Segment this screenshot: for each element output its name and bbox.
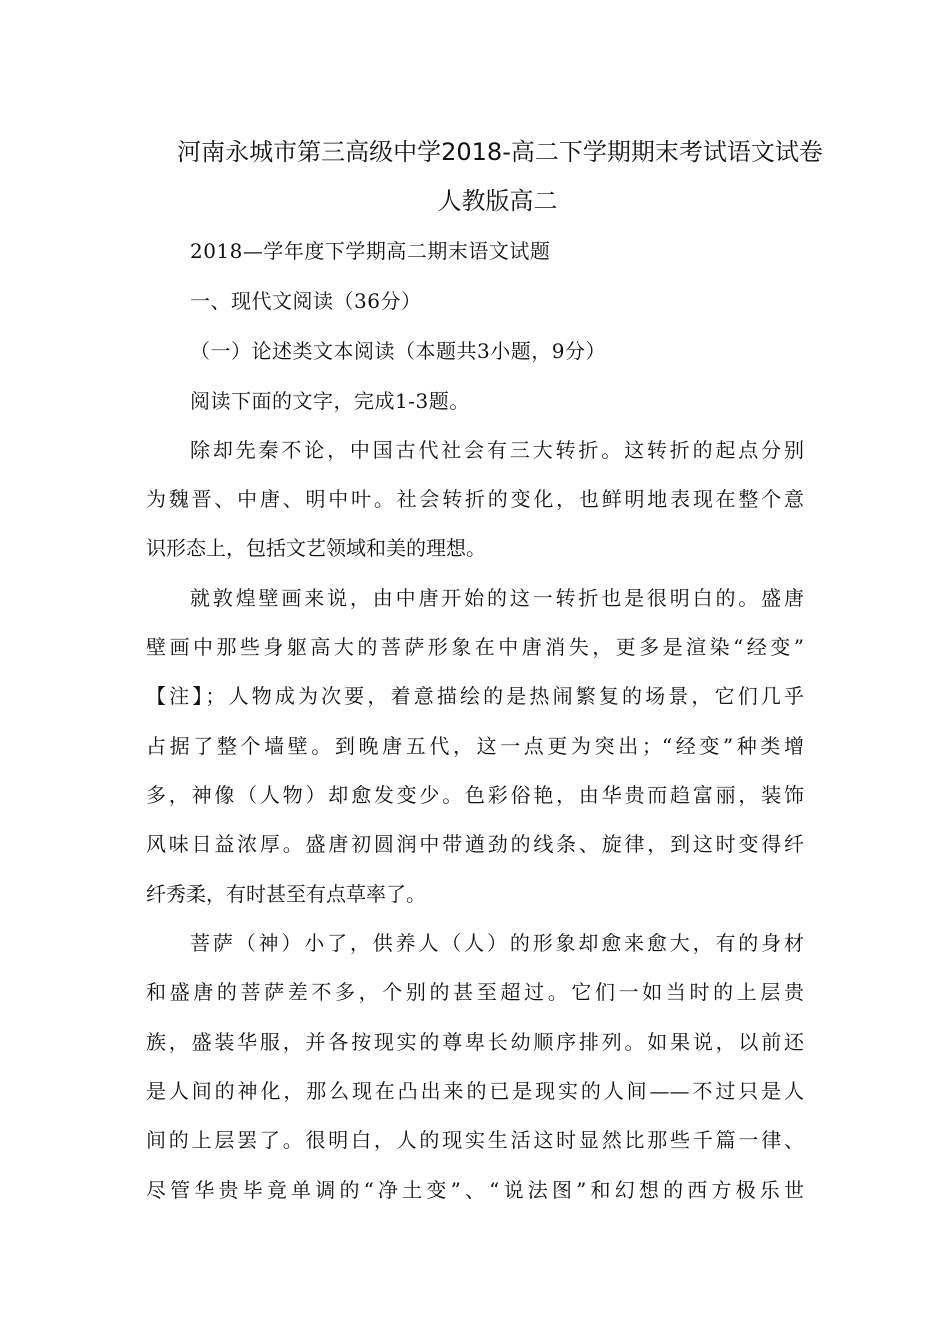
paragraph-line: 多，神像（人物）却愈发变少。色彩俗艳，由华贵而趋富丽，装饰 [146, 783, 804, 807]
paragraph-line: 识形态上，包括文艺领域和美的理想。 [146, 536, 486, 560]
paragraph-line: 【注】；人物成为次要，着意描绘的是热闹繁复的场景，它们几乎 [146, 684, 804, 708]
paragraph-line: 占据了整个墙壁。到晚唐五代，这一点更为突出；“经变”种类增 [146, 734, 804, 758]
exam-subtitle: 2018—学年度下学期高二期末语文试题 [190, 239, 551, 263]
document-title: 河南永城市第三高级中学2018-高二下学期期末考试语文试卷 [177, 138, 823, 166]
paragraph-line: 纤秀柔，有时甚至有点草率了。 [146, 882, 426, 906]
paragraph-line: 菩萨（神）小了，供养人（人）的形象却愈来愈大，有的身材 [190, 931, 804, 955]
paragraph-line: 就敦煌壁画来说，由中唐开始的这一转折也是很明白的。盛唐 [190, 586, 804, 610]
paragraph-line: 尽管华贵毕竟单调的“净土变”、“说法图”和幻想的西方极乐世 [146, 1178, 804, 1202]
document-title-continuation: 人教版高二 [437, 187, 558, 215]
reading-instruction: 阅读下面的文字，完成1-3题。 [190, 389, 470, 413]
paragraph-line: 壁画中那些身躯高大的菩萨形象在中唐消失，更多是渲染“经变” [146, 635, 804, 659]
subsection-heading: （一）论述类文本阅读（本题共3小题，9分） [190, 339, 606, 363]
section-heading: 一、现代文阅读（36分） [190, 289, 422, 313]
paragraph-line: 除却先秦不论，中国古代社会有三大转折。这转折的起点分别 [190, 438, 804, 462]
paragraph-line: 风味日益浓厚。盛唐初圆润中带遒劲的线条、旋律，到这时变得纤 [146, 832, 804, 856]
paragraph-line: 为魏晋、中唐、明中叶。社会转折的变化，也鲜明地表现在整个意 [146, 487, 804, 511]
paragraph-line: 间的上层罢了。很明白，人的现实生活这时显然比那些千篇一律、 [146, 1128, 804, 1152]
paragraph-line: 是人间的神化，那么现在凸出来的已是现实的人间——不过只是人 [146, 1079, 804, 1103]
paragraph-line: 族，盛装华服，并各按现实的尊卑长幼顺序排列。如果说，以前还 [146, 1030, 804, 1054]
paragraph-line: 和盛唐的菩萨差不多，个别的甚至超过。它们一如当时的上层贵 [146, 980, 804, 1004]
